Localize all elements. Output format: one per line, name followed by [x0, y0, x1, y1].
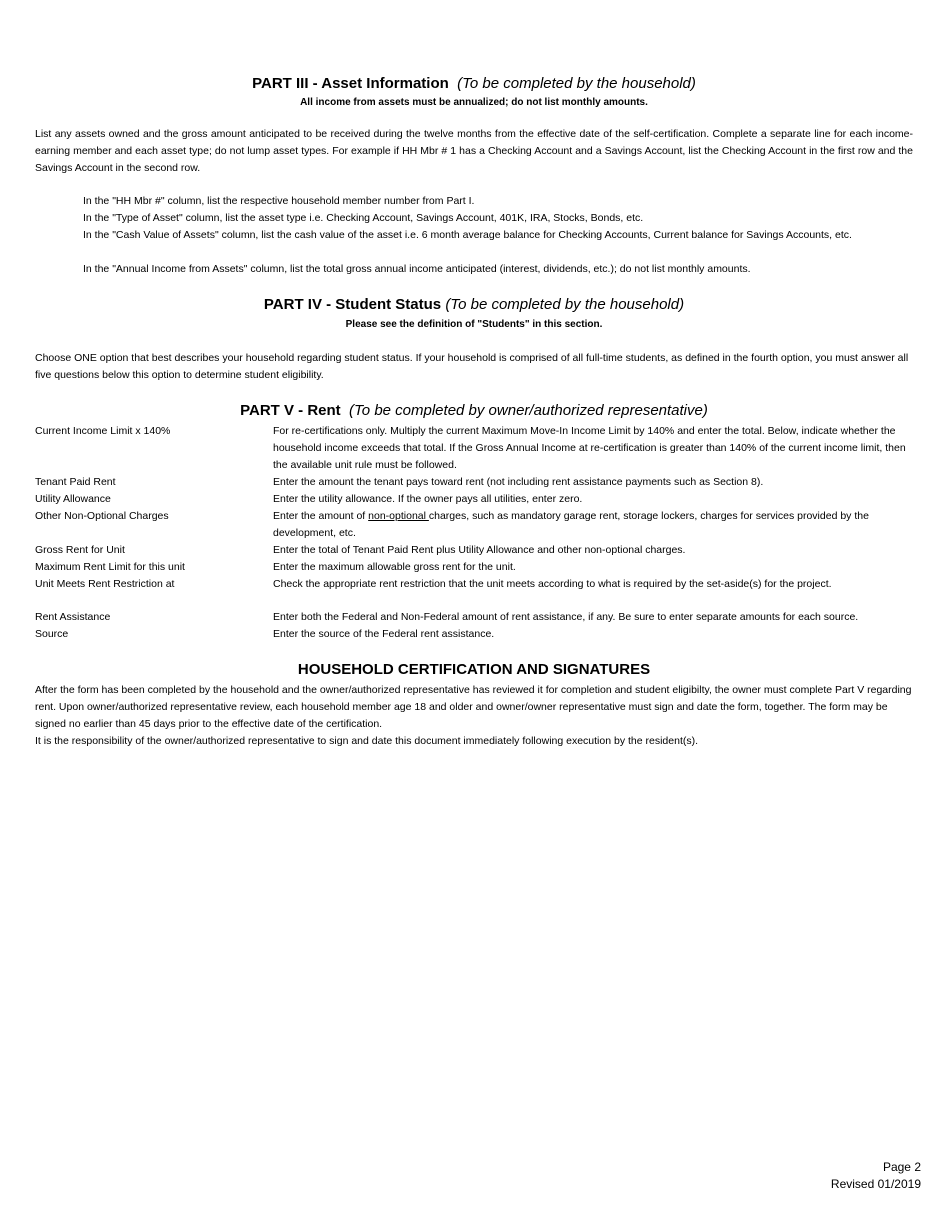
rent-row-label: Maximum Rent Limit for this unit — [35, 561, 185, 573]
part3-subtitle: (To be completed by the household) — [457, 75, 696, 92]
rent-row-desc: Check the appropriate rent restriction that the unit meets according to what is required by the set-aside(s) for the project. — [273, 578, 832, 590]
rent-row-desc-pre: Enter the amount of — [273, 510, 369, 522]
rent-row-desc — [273, 508, 913, 542]
rent-row-label: Other Non-Optional Charges — [35, 510, 169, 522]
part4-subtitle: (To be completed by the household) — [445, 296, 685, 313]
rent-row-label: Unit Meets Rent Restriction at — [35, 578, 175, 590]
rent-row-max-rent-limit — [35, 559, 913, 576]
rent-row-other-charges — [35, 508, 913, 542]
certification-title: HOUSEHOLD CERTIFICATION AND SIGNATURES — [297, 661, 651, 678]
certification-paragraph: After the form has been completed by the household and the owner/authorized representative has reviewed it for completion and student eligibilty, the owner must complete Part V regarding rent. Upon owner/authorized representative review, each household member age 18 and older and owner/owner representative must sign and date the form, together. The form may be signed no earlier than 45 days prior to the effective date of the certification. — [35, 684, 912, 730]
instruction-annual-income: In the "Annual Income from Assets" column, list the total gross annual income anticipated (interest, dividends, etc.); do not list monthly amounts. — [83, 263, 751, 275]
rent-row-desc-underline: non-optional — [368, 510, 429, 522]
revision-date: Revised 01/2019 — [830, 1177, 921, 1191]
rent-row-label: Current Income Limit x 140% — [35, 425, 171, 437]
rent-row-desc: Enter the source of the Federal rent assistance. — [273, 628, 495, 640]
rent-row-label: Rent Assistance — [35, 611, 111, 623]
rent-row-rent-assistance — [35, 609, 913, 626]
rent-row-desc: Enter the utility allowance. If the owner pays all utilities, enter zero. — [273, 493, 583, 505]
certification-heading — [35, 661, 913, 679]
part5-rent-table — [35, 423, 913, 643]
rent-row-desc: For re-certifications only. Multiply the current Maximum Move-In Income Limit by 140% and enter the total. Below, indicate whether the household income exceeds that total. If the Gross Annual Income at re-certification is greater than 140% of the current income limit, then the available unit rule must be followed. — [273, 425, 906, 471]
part5-heading — [35, 402, 913, 420]
part3-note: All income from assets must be annualized; do not list monthly amounts. — [300, 97, 648, 108]
part3-intro: List any assets owned and the gross amount anticipated to be received during the twelve months from the effective date of the self-certification. Complete a separate line for each income-earning member and each asset type; do not lump asset types. For example if HH Mbr # 1 has a Checking Account and a Savings Account, list the Checking Account in the first row and the Savings Account in the second row. — [35, 128, 913, 174]
page-number: Page 2 — [882, 1160, 921, 1174]
part4-title: PART IV - Student Status — [263, 296, 442, 313]
part4-note: Please see the definition of "Students" in this section. — [345, 319, 603, 330]
certification-responsibility: It is the responsibility of the owner/authorized representative to sign and date this document immediately following execution by the resident(s). — [35, 735, 699, 747]
rent-row-desc: Enter the total of Tenant Paid Rent plus Utility Allowance and other non-optional charges. — [273, 544, 686, 556]
rent-row-tenant-paid-rent — [35, 474, 913, 491]
rent-row-gross-rent — [35, 542, 913, 559]
rent-row-desc-post: charges, such as mandatory garage rent, storage lockers, charges for services provided by the development, etc. — [273, 510, 869, 539]
rent-row-income-limit — [35, 423, 913, 474]
rent-row-label: Source — [35, 628, 69, 640]
rent-row-desc: Enter both the Federal and Non-Federal amount of rent assistance, if any. Be sure to enter separate amounts for each source. — [273, 611, 859, 623]
rent-row-label: Tenant Paid Rent — [35, 476, 116, 488]
part3-title: PART III - Asset Information — [252, 75, 449, 92]
rent-row-label: Gross Rent for Unit — [35, 544, 125, 556]
rent-row-desc: Enter the maximum allowable gross rent for the unit. — [273, 561, 516, 573]
rent-row-utility-allowance — [35, 491, 913, 508]
part4-intro: Choose ONE option that best describes your household regarding student status. If your household is comprised of all full-time students, as defined in the fourth option, you must answer all five questions below this option to determine student eligibility. — [35, 352, 909, 381]
part5-title: PART V - Rent — [240, 402, 341, 419]
instruction-hh-mbr: In the "HH Mbr #" column, list the respective household member number from Part I. — [83, 195, 475, 207]
part5-subtitle: (To be completed by owner/authorized representative) — [349, 402, 708, 419]
part3-instructions — [35, 193, 913, 244]
instruction-cash-value: In the "Cash Value of Assets" column, list the cash value of the asset i.e. 6 month average balance for Checking Accounts, Current balance for Savings Accounts, etc. — [83, 229, 852, 241]
instruction-type-of-asset: In the "Type of Asset" column, list the asset type i.e. Checking Account, Savings Account, 401K, IRA, Stocks, Bonds, etc. — [83, 212, 644, 224]
part3-heading — [35, 75, 913, 93]
rent-row-source — [35, 626, 913, 643]
rent-row-label: Utility Allowance — [35, 493, 111, 505]
rent-row-rent-restriction — [35, 576, 913, 593]
page-footer — [831, 1159, 921, 1193]
part4-heading — [35, 296, 913, 314]
rent-row-desc: Enter the amount the tenant pays toward rent (not including rent assistance payments such as Section 8). — [273, 476, 764, 488]
